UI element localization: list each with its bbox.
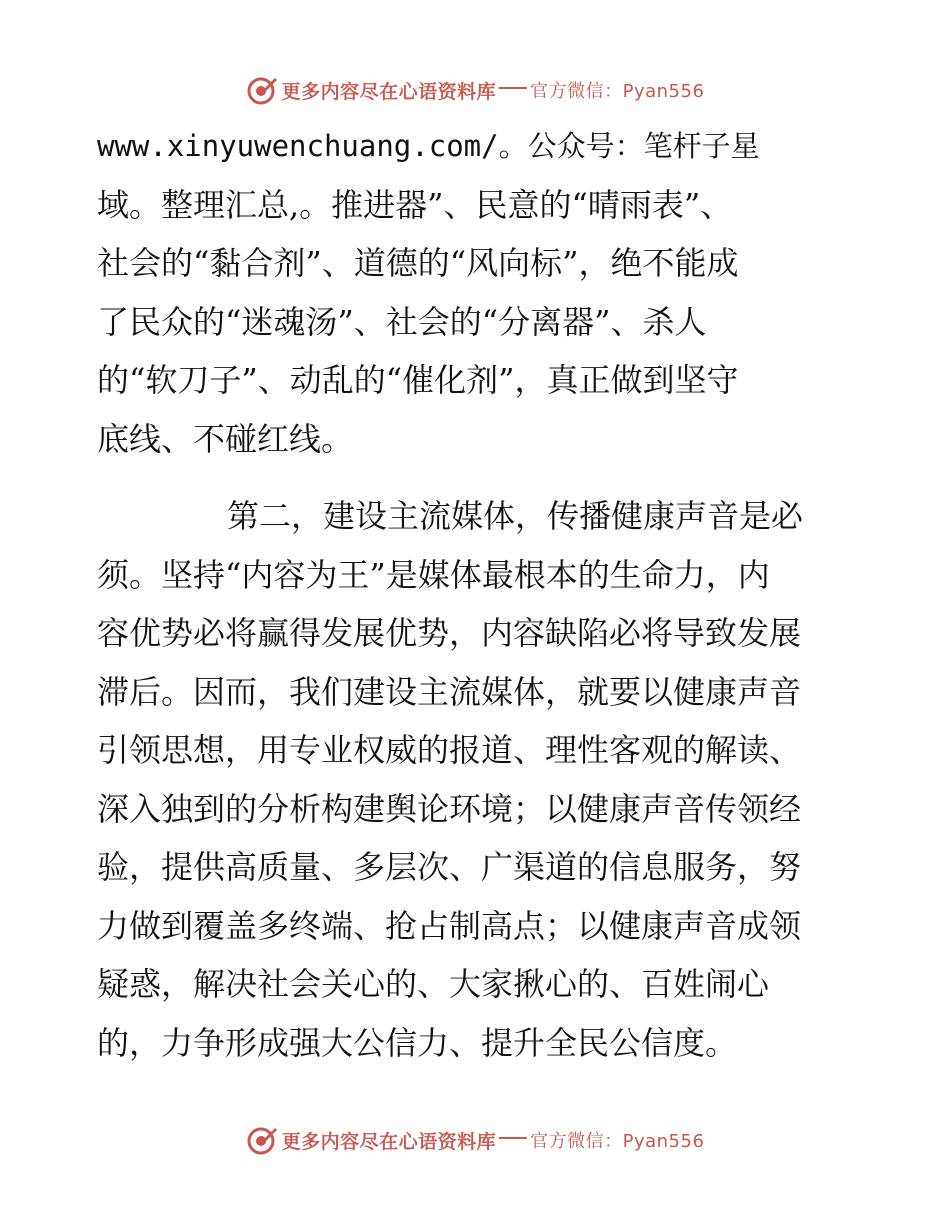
paragraph-gap bbox=[97, 468, 857, 487]
paragraph-2 bbox=[97, 487, 857, 1072]
body-line: 第二，建设主流媒体，传播健康声音是必 bbox=[227, 497, 804, 535]
body-line: 底线、不碰红线。 bbox=[97, 419, 354, 458]
header-banner-wechat: 官方微信：Pyan556 bbox=[530, 81, 705, 102]
body-line: 深入独到的分析构建舆论环境；以健康声音传领经 bbox=[97, 789, 802, 828]
pen-logo-icon bbox=[246, 74, 278, 106]
header-banner bbox=[0, 70, 950, 110]
footer-banner bbox=[0, 1120, 950, 1160]
body-line: 滞后。因而，我们建设主流媒体，就要以健康声音 bbox=[97, 672, 802, 711]
header-banner-text: 更多内容尽在心语资料库 bbox=[281, 80, 497, 103]
body-line: 社会的“黏合剂”、道德的“风向标”，绝不能成 bbox=[97, 244, 739, 282]
footer-banner-dash bbox=[499, 1137, 527, 1139]
footer-banner-wechat: 官方微信：Pyan556 bbox=[530, 1131, 705, 1152]
body-line: 疑惑，解决社会关心的、大家揪心的、百姓闹心 bbox=[97, 965, 770, 1003]
body-line: 的“软刀子”、动乱的“催化剂”，真正做到坚守 bbox=[97, 361, 739, 399]
document-body bbox=[97, 117, 857, 1072]
body-line: 了民众的“迷魂汤”、社会的“分离器”、杀人 bbox=[97, 302, 707, 341]
body-line: 力做到覆盖多终端、抢占制高点；以健康声音成领 bbox=[97, 906, 802, 945]
body-line: 的，力争形成强大公信力、提升全民公信度。 bbox=[97, 1023, 738, 1062]
body-line: 引领思想，用专业权威的报道、理性客观的解读、 bbox=[97, 731, 802, 769]
body-line: www.xinyuwenchuang.com/。公众号：笔杆子星 bbox=[97, 129, 760, 163]
body-line: 域。整理汇总,。推进器”、民意的“晴雨表”、 bbox=[97, 185, 733, 224]
header-banner-dash bbox=[499, 87, 527, 89]
paragraph-1 bbox=[97, 117, 857, 468]
body-line: 验，提供高质量、多层次、广渠道的信息服务，努 bbox=[97, 848, 802, 886]
footer-banner-text: 更多内容尽在心语资料库 bbox=[281, 1130, 497, 1153]
body-line: 须。坚持“内容为王”是媒体最根本的生命力，内 bbox=[97, 555, 770, 594]
pen-logo-icon bbox=[246, 1124, 278, 1156]
body-line: 容优势必将赢得发展优势，内容缺陷必将导致发展 bbox=[97, 614, 802, 652]
